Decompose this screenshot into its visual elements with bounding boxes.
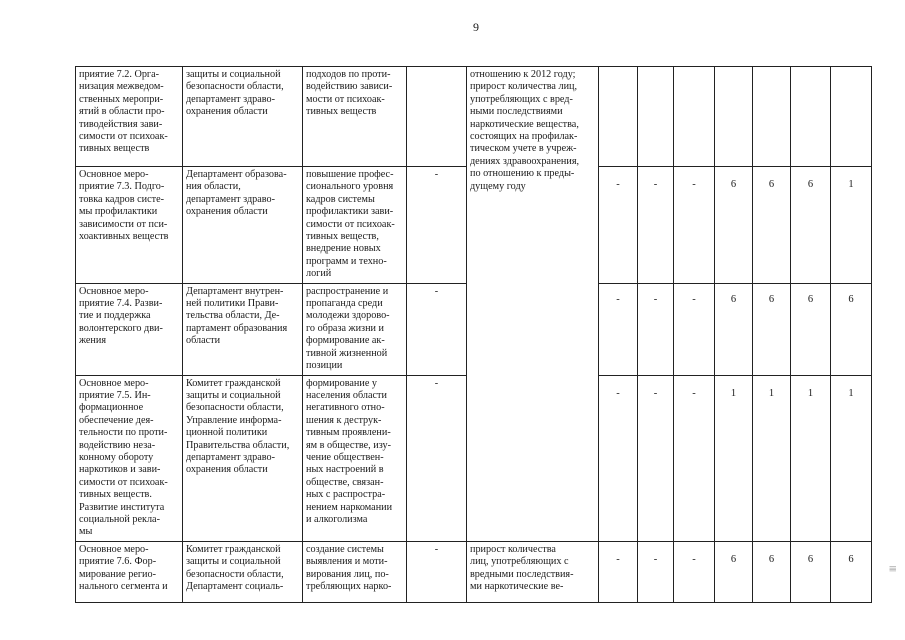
text-line: тельности по проти- <box>79 427 168 439</box>
cell-text <box>186 378 299 477</box>
text-line: Основное меро- <box>79 285 149 297</box>
value-cell: 6 <box>715 541 753 602</box>
text-line: департамент здраво- <box>186 451 276 463</box>
results-cell <box>303 67 407 167</box>
text-line: повышение профес- <box>306 169 394 180</box>
cell-text <box>79 69 179 156</box>
results-cell <box>303 541 407 602</box>
text-line: ных настроений в <box>306 464 384 476</box>
value-cell <box>715 67 753 167</box>
text-line: департамент здраво- <box>186 93 276 105</box>
text-line: ям в обществе, изу- <box>306 439 392 451</box>
text-line: Основное меро- <box>79 543 149 555</box>
text-line: приятие 7.4. Разви- <box>79 298 163 310</box>
value-cell: 1 <box>791 375 831 541</box>
text-line: вредными последствия- <box>470 568 574 580</box>
text-line: по отношению к преды- <box>470 168 575 180</box>
dash-cell: - <box>407 375 467 541</box>
text-line: формационное <box>79 402 144 414</box>
cell-text <box>79 286 179 348</box>
text-line: Комитет гражданской <box>186 377 281 389</box>
text-line: мости от психоак- <box>306 93 385 105</box>
text-line: внедрение новых <box>306 243 381 255</box>
dash-cell: - <box>407 167 467 284</box>
value-cell <box>791 67 831 167</box>
cell-text <box>306 169 403 281</box>
value-cell: - <box>674 375 715 541</box>
text-line: ных с распростра- <box>306 489 386 501</box>
dash-cell: - <box>407 283 467 375</box>
measure-name-cell <box>76 375 183 541</box>
text-line: распространение и <box>306 285 389 297</box>
cell-text <box>470 69 595 193</box>
text-line: ными последствиями <box>470 106 563 118</box>
results-cell <box>303 167 407 284</box>
text-line: тиводействия зави- <box>79 118 163 130</box>
cell-text <box>306 544 403 594</box>
text-line: жения <box>79 335 107 347</box>
text-line: пропаганда среди <box>306 298 383 310</box>
cell-text <box>470 544 595 594</box>
text-line: безопасности области, <box>186 402 284 414</box>
text-line: ственных меропри- <box>79 93 164 105</box>
text-line: защиты и социальной <box>186 389 281 401</box>
text-line: Правительства области, <box>186 439 290 451</box>
text-line: тивных веществ <box>79 143 150 155</box>
text-line: состоящих на профилак- <box>470 131 578 143</box>
value-cell: 1 <box>753 375 791 541</box>
measure-name-cell <box>76 167 183 284</box>
text-line: создание системы <box>306 543 384 555</box>
text-line: низация межведом- <box>79 81 164 93</box>
text-line: Департамент социаль- <box>186 581 284 592</box>
text-line: приятие 7.5. Ин- <box>79 389 151 401</box>
value-cell <box>753 67 791 167</box>
text-line: обществе, связан- <box>306 476 384 488</box>
text-line: симости от психоак- <box>306 218 395 230</box>
text-line: безопасности области, <box>186 568 284 580</box>
executors-cell <box>183 67 303 167</box>
text-line: тивной жизненной <box>306 347 388 359</box>
text-line: приятие 7.3. Подго- <box>79 181 165 193</box>
value-cell: - <box>638 541 674 602</box>
text-line: прирост количества лиц, <box>470 81 578 93</box>
text-line: партамент образования <box>186 322 288 334</box>
text-line: социальной рекла- <box>79 513 160 525</box>
results-cell <box>303 375 407 541</box>
value-cell: 6 <box>753 283 791 375</box>
value-cell: - <box>674 541 715 602</box>
text-line: тическом учете в учреж- <box>470 143 577 155</box>
text-line: программ и техно- <box>306 255 387 267</box>
margin-mark: |||| <box>889 566 897 572</box>
value-cell: 6 <box>753 541 791 602</box>
text-line: Развитие института <box>79 501 165 513</box>
value-cell: 6 <box>831 283 872 375</box>
text-line: шения к деструк- <box>306 414 382 426</box>
text-line: мы <box>79 526 93 538</box>
text-line: негативного отно- <box>306 402 385 414</box>
text-line: наркотические вещества, <box>470 118 579 130</box>
text-line: лиц, употребляющих с <box>470 556 569 568</box>
text-line: Основное меро- <box>79 169 149 180</box>
text-line: требляющих нарко- <box>306 581 392 592</box>
indicator-merged-cell <box>467 67 599 542</box>
value-cell: 6 <box>791 167 831 284</box>
text-line: тельства области, Де- <box>186 310 280 322</box>
cell-text <box>306 286 403 373</box>
text-line: Управление информа- <box>186 414 282 426</box>
text-line: мирование регио- <box>79 568 156 580</box>
table-row <box>76 67 872 167</box>
text-line: Департамент образова- <box>186 169 287 180</box>
cell-text <box>186 169 299 219</box>
text-line: защиты и социальной <box>186 556 281 568</box>
value-cell: 6 <box>831 541 872 602</box>
text-line: зависимости от пси- <box>79 218 168 230</box>
value-cell <box>638 67 674 167</box>
cell-text <box>186 69 299 119</box>
executors-cell <box>183 167 303 284</box>
text-line: водействию неза- <box>79 439 156 451</box>
value-cell <box>599 67 638 167</box>
value-cell: - <box>599 283 638 375</box>
text-line: выявления и моти- <box>306 556 388 568</box>
text-line: прирост количества <box>470 543 556 555</box>
text-line: нением наркомании <box>306 501 393 513</box>
text-line: употребляющих с вред- <box>470 93 573 105</box>
text-line: позиции <box>306 360 343 372</box>
cell-text <box>306 378 403 527</box>
text-line: симости от психоак- <box>79 476 168 488</box>
text-line: подходов по проти- <box>306 69 391 80</box>
text-line: Департамент внутрен- <box>186 285 284 297</box>
value-cell: - <box>674 283 715 375</box>
text-line: нального сегмента и <box>79 581 168 592</box>
value-cell: 6 <box>715 167 753 284</box>
text-line: водействию зависи- <box>306 81 393 93</box>
text-line: населения области <box>306 389 387 401</box>
cell-text <box>186 286 299 348</box>
text-line: дениях здравоохранения, <box>470 155 580 167</box>
text-line: наркотиков и зави- <box>79 464 161 476</box>
text-line: хоактивных веществ <box>79 231 169 243</box>
text-line: обеспечение дея- <box>79 414 154 426</box>
text-line: охранения области <box>186 464 268 476</box>
text-line: охранения области <box>186 206 268 218</box>
indicator-cell <box>467 541 599 602</box>
cell-text <box>79 169 179 243</box>
value-cell: 1 <box>831 167 872 284</box>
text-line: ционной политики <box>186 427 268 439</box>
text-line: тивных веществ <box>306 106 377 118</box>
page-number: 9 <box>473 20 479 34</box>
text-line: ния области, <box>186 181 241 193</box>
text-line: приятие 7.6. Фор- <box>79 556 157 568</box>
cell-text <box>79 544 179 594</box>
value-cell: - <box>599 375 638 541</box>
value-cell: 6 <box>753 167 791 284</box>
cell-text <box>306 69 403 119</box>
measure-name-cell <box>76 283 183 375</box>
text-line: чение обществен- <box>306 451 384 463</box>
text-line: дущему году <box>470 180 526 192</box>
cell-text <box>79 378 179 539</box>
value-cell: 1 <box>831 375 872 541</box>
text-line: безопасности области, <box>186 81 284 93</box>
text-line: и алкоголизма <box>306 513 368 525</box>
text-line: формирование ак- <box>306 335 385 347</box>
executors-cell <box>183 375 303 541</box>
text-line: сионального уровня <box>306 181 394 193</box>
text-line: кадров системы <box>306 193 375 205</box>
value-cell: - <box>674 167 715 284</box>
executors-cell <box>183 283 303 375</box>
cell-text <box>186 544 299 594</box>
results-cell <box>303 283 407 375</box>
measure-name-cell <box>76 541 183 602</box>
text-line: ми наркотические ве- <box>470 581 564 592</box>
value-cell: 6 <box>791 283 831 375</box>
table-row <box>76 541 872 602</box>
measure-name-cell <box>76 67 183 167</box>
value-cell <box>674 67 715 167</box>
text-line: логий <box>306 268 332 280</box>
text-line: Основное меро- <box>79 377 149 389</box>
text-line: вирования лиц, по- <box>306 568 389 580</box>
value-cell: - <box>599 167 638 284</box>
text-line: молодежи здорово- <box>306 310 390 322</box>
value-cell <box>831 67 872 167</box>
text-line: тивным проявлени- <box>306 427 391 439</box>
text-line: тивных веществ. <box>79 489 152 501</box>
text-line: приятие 7.2. Орга- <box>79 69 160 80</box>
measures-table <box>75 66 872 603</box>
text-line: симости от психоак- <box>79 131 168 143</box>
text-line: отношению к 2012 году; <box>470 69 576 80</box>
text-line: тивных веществ, <box>306 231 379 243</box>
value-cell: 1 <box>715 375 753 541</box>
text-line: охранения области <box>186 106 268 118</box>
value-cell: - <box>638 283 674 375</box>
text-line: товка кадров систе- <box>79 193 164 205</box>
text-line: ятий в области про- <box>79 106 165 118</box>
text-line: департамент здраво- <box>186 193 276 205</box>
text-line: тие и поддержка <box>79 310 151 322</box>
text-line: волонтерского дви- <box>79 322 163 334</box>
text-line: профилактики зави- <box>306 206 394 218</box>
text-line: ней политики Прави- <box>186 298 279 310</box>
executors-cell <box>183 541 303 602</box>
text-line: конному обороту <box>79 451 154 463</box>
text-line: Комитет гражданской <box>186 543 281 555</box>
value-cell: - <box>638 167 674 284</box>
dash-cell: - <box>407 541 467 602</box>
text-line: формирование у <box>306 377 377 389</box>
text-line: го образа жизни и <box>306 322 384 334</box>
text-line: области <box>186 335 221 347</box>
value-cell: 6 <box>791 541 831 602</box>
text-line: защиты и социальной <box>186 69 281 80</box>
value-cell: 6 <box>715 283 753 375</box>
text-line: мы профилактики <box>79 206 158 218</box>
value-cell: - <box>599 541 638 602</box>
dash-cell <box>407 67 467 167</box>
value-cell: - <box>638 375 674 541</box>
